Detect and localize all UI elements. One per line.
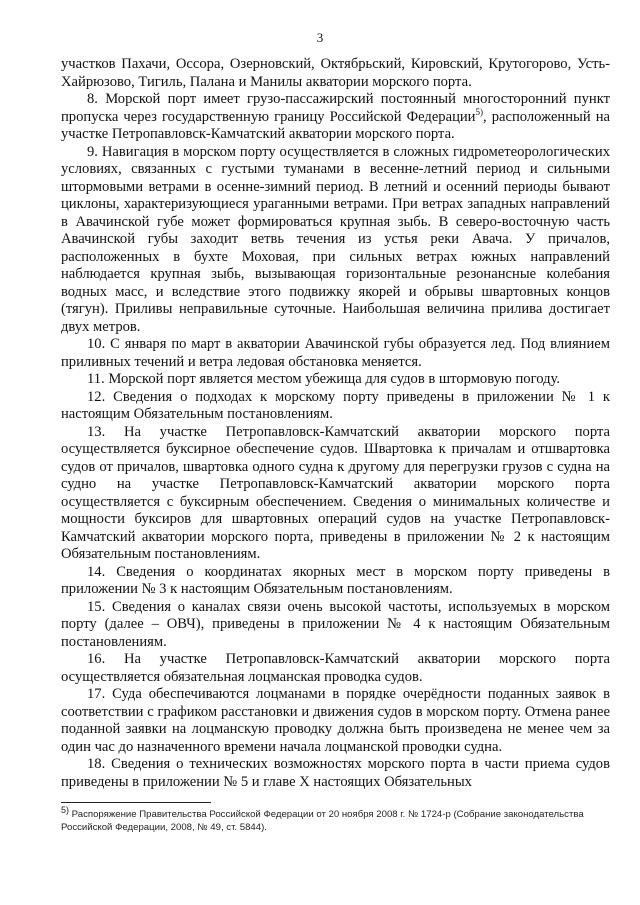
paragraph-11: 11. Морской порт является местом убежища для судов в штормовую погоду. bbox=[87, 371, 560, 387]
paragraph-15: 15. Сведения о каналах связи очень высокой частоты, используемых в морском порту (далее – ОВЧ), приведены в приложении № 4 к настоящим Обязательным постановлениям. bbox=[61, 598, 610, 650]
paragraph-8-text-end: , расположенный на участке Петропавловск-Камчатский акватории морского порта. bbox=[61, 108, 610, 142]
paragraph-16: 16. На участке Петропавловск-Камчатский акватории морского порта осуществляется обязательная лоцманская проводка судов. bbox=[61, 651, 610, 685]
footnote bbox=[61, 804, 610, 834]
footnote-mark: 5) bbox=[61, 804, 70, 815]
paragraph-13: 13. На участке Петропавловск-Камчатский акватории морского порта осуществляется буксирное обеспечение судов. Швартовка к причалам и отшвартовка судов от причалов, швартовка одного судна к другому для перегрузки грузов с судна на судно на участке Петропавловск-Камчатский акватории морского порта осуществляется с буксирным обеспечением. Сведения о минимальных количестве и мощности буксиров для швартовных операций судов на участке Петропавловск-Камчатский акватории морского порта, приведены в приложении № 2 к настоящим Обязательным постановлениям. bbox=[61, 423, 610, 562]
paragraph-8-text: 8. Морской порт имеет грузо-пассажирский постоянный многосторонний пункт пропуска через государственную границу Российской Федерации bbox=[61, 91, 610, 125]
paragraph-8 bbox=[61, 91, 610, 144]
paragraph-7-continuation: участков Пахачи, Оссора, Озерновский, Октябрьский, Кировский, Крутогорово, Усть-Хайрюзово, Тигиль, Палана и Манилы акватории морского порта. bbox=[61, 56, 610, 90]
paragraph-9: 9. Навигация в морском порту осуществляется в сложных гидрометеорологических условиях, связанных с густыми туманами в весенне-летний период и сильными штормовыми ветрами в осенне-зимний период. В летний и осенний периоды бывают циклоны, характеризующиеся ураганными ветрами. При ветрах западных направлений в Авачинской губе может формироваться крупная зыбь. В северо-восточную часть Авачинской губы заходит ветвь течения из устья реки Авача. У причалов, расположенных в бухте Моховая, при сильных ветрах южных направлений наблюдается крупная зыбь, вызывающая горизонтальные резонансные колебания водных масс, и вследствие этого подвижку якорей и обрывы швартовных концов (тягун). Приливы неправильные суточные. Наибольшая величина прилива достигает двух метров. bbox=[61, 143, 610, 335]
footnote-reference[interactable]: 5) bbox=[475, 106, 483, 117]
paragraph-14: 14. Сведения о координатах якорных мест в морском порту приведены в приложении № 3 к настоящим Обязательным постановлениям. bbox=[61, 563, 610, 597]
body-text bbox=[61, 56, 610, 791]
page-number: 3 bbox=[316, 30, 324, 45]
footnote-text: Распоряжение Правительства Российской Федерации от 20 ноября 2008 г. № 1724-р (Собрание законодательства Российской Федерации, 2008, № 49, ст. 5844). bbox=[61, 809, 584, 833]
paragraph-18: 18. Сведения о технических возможностях морского порта в части приема судов приведены в приложении № 5 и главе X настоящих Обязательных bbox=[61, 756, 610, 790]
footnote-divider bbox=[61, 802, 211, 803]
paragraph-10: 10. С января по март в акватории Авачинской губы образуется лед. Под влиянием приливных течений и ветра ледовая обстановка меняется. bbox=[61, 336, 610, 370]
paragraph-17: 17. Суда обеспечиваются лоцманами в порядке очерёдности поданных заявок в соответствии с графиком расстановки и движения судов в морском порту. Отмена ранее поданной заявки на лоцманскую проводку должна быть произведена не менее чем за один час до назначенного времени начала лоцманской проводки судна. bbox=[61, 686, 610, 755]
paragraph-12: 12. Сведения о подходах к морскому порту приведены в приложении № 1 к настоящим Обязательным постановлениям. bbox=[61, 388, 610, 422]
